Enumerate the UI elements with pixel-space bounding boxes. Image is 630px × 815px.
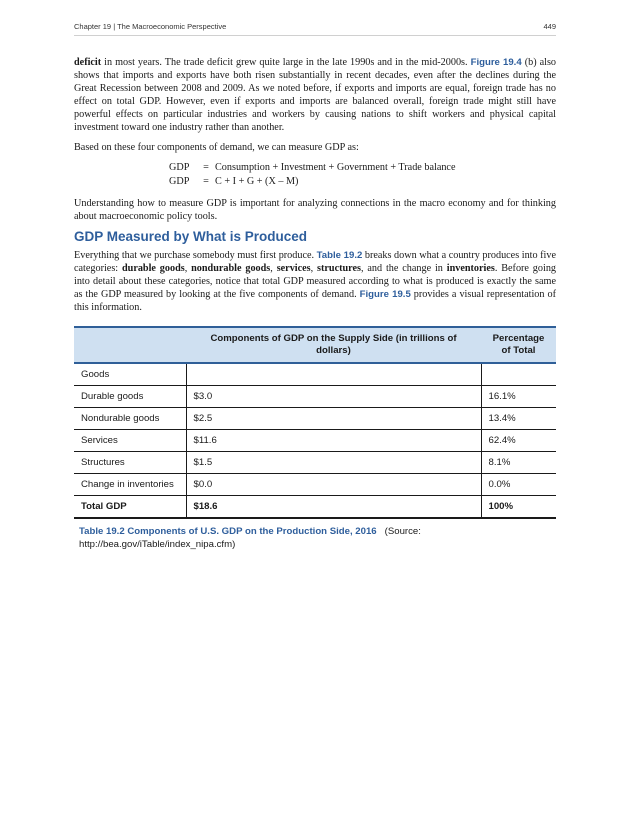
- table-row: [74, 452, 556, 474]
- table-cell: Structures: [74, 452, 186, 474]
- table-cell: $2.5: [186, 408, 481, 430]
- table-cell: Goods: [74, 363, 186, 386]
- table-row: [74, 474, 556, 496]
- table-cell: Services: [74, 430, 186, 452]
- table-cell: [186, 363, 481, 386]
- page-header: [74, 22, 556, 36]
- paragraph-understanding: Understanding how to measure GDP is important for analyzing connections in the macro economy and for thinking about macroeconomic policy tools.: [74, 198, 556, 222]
- table-header-cell: Percentage of Total: [481, 327, 556, 363]
- table-cell: 100%: [481, 496, 556, 519]
- caption-source: (Source: http://bea.gov/iTable/index_nipa.cfm): [79, 526, 421, 550]
- table-total-row: [74, 496, 556, 519]
- figure-19-5-link[interactable]: Figure 19.5: [359, 289, 411, 300]
- table-cell: Nondurable goods: [74, 408, 186, 430]
- table-cell: $0.0: [186, 474, 481, 496]
- table-cell: [481, 363, 556, 386]
- table-row: [74, 386, 556, 408]
- table-row: [74, 430, 556, 452]
- paragraph-trade-deficit: deficit in most years. The trade deficit grew quite large in the late 1990s and in the mid-2000s. Figure 19.4 (b) also shows that imports and exports have both risen substantially in recent decades, even after the declines during the Great Recession between 2008 and 2009. As we noted before, if exports and imports are equal, foreign trade has no effect on total GDP. However, even if exports and imports are balanced overall, foreign trade might still have powerful effects on particular industries and workers by causing nations to shift workers and physical capital investment toward one industry rather than another.: [74, 57, 557, 133]
- table-19-2-link[interactable]: Table 19.2: [316, 250, 363, 261]
- gdp-equations: [169, 161, 556, 189]
- table-header-cell: [74, 327, 186, 363]
- page-content: [74, 56, 556, 551]
- section-heading: GDP Measured by What is Produced: [74, 229, 308, 244]
- table-header-row: [74, 327, 556, 363]
- table-cell: Durable goods: [74, 386, 186, 408]
- table-row: [74, 408, 556, 430]
- table-cell: Change in inventories: [74, 474, 186, 496]
- table-caption: [79, 525, 556, 551]
- chapter-title: Chapter 19 | The Macroeconomic Perspective: [74, 22, 227, 31]
- paragraph-what-is-produced: Everything that we purchase somebody must first produce. Table 19.2 breaks down what a country produces into five categories: durable goods, nondurable goods, services, structures, and the change in inventories. Before going into detail about these categories, notice that total GDP measured according to what is produced is exactly the same as the GDP measured by looking at the five components of demand. Figure 19.5 provides a visual representation of this information.: [74, 250, 557, 313]
- table-cell: $18.6: [186, 496, 481, 519]
- table-cell: $11.6: [186, 430, 481, 452]
- gdp-components-table: [74, 326, 556, 519]
- figure-19-4-link[interactable]: Figure 19.4: [470, 57, 522, 68]
- table-cell: 13.4%: [481, 408, 556, 430]
- table-cell: $3.0: [186, 386, 481, 408]
- table-cell: 8.1%: [481, 452, 556, 474]
- table-cell: $1.5: [186, 452, 481, 474]
- table-cell: 62.4%: [481, 430, 556, 452]
- paragraph-four-components: Based on these four components of demand, we can measure GDP as:: [74, 142, 359, 153]
- table-cell: 16.1%: [481, 386, 556, 408]
- page-number: 449: [543, 22, 556, 31]
- table-cell: Total GDP: [74, 496, 186, 519]
- table-row: [74, 363, 556, 386]
- table-header-cell: Components of GDP on the Supply Side (in trillions of dollars): [186, 327, 481, 363]
- table-cell: 0.0%: [481, 474, 556, 496]
- caption-title: Table 19.2 Components of U.S. GDP on the Production Side, 2016: [79, 526, 377, 537]
- term-deficit: deficit: [74, 57, 102, 68]
- equation-row: GDP = Consumption + Investment + Government + Trade balance: [169, 162, 456, 173]
- equation-row: GDP = C + I + G + (X – M): [169, 176, 299, 187]
